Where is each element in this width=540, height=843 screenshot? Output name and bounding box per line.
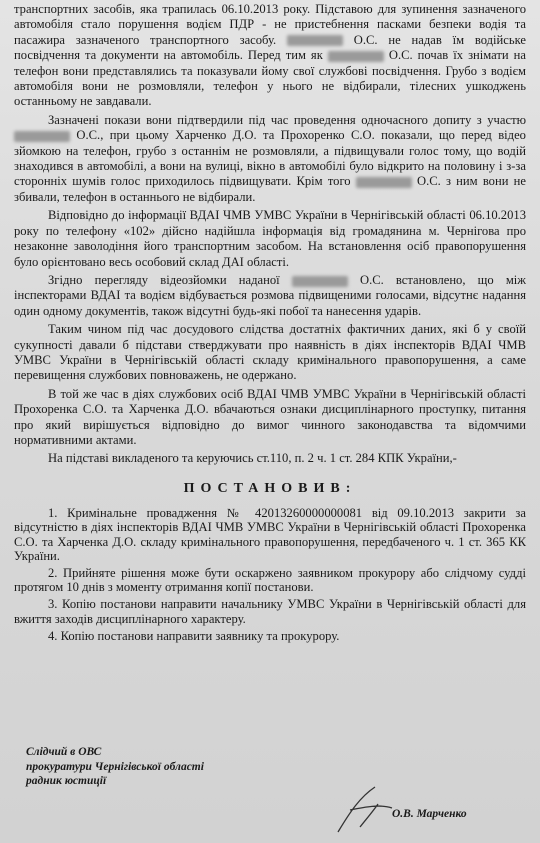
paragraph-text: О.С. почав їх знімати на телефон вони представлялись та показували йому свої службові посвідчення. Грубо з водієм автомобіля вони не розмовляли, телефон у нього не відбирали, тілесних ушкоджень останньому не завдавали. bbox=[14, 48, 527, 109]
paragraph: В той же час в діях службових осіб ВДАІ ЧМВ УМВС України в Чернігівській області Прохоренка С.О. та Харченка Д.О. вбачаються ознаки дисциплінарного проступку, питання про який вирішується відповідно до вимог чинного законодавства та відомчими нормативними актами. bbox=[14, 386, 526, 447]
paragraph: На підставі викладеного та керуючись ст.110, п. 2 ч. 1 ст. 284 КПК України,- bbox=[48, 451, 457, 466]
paragraph: Таким чином під час досудового слідства достатніх фактичних даних, які б у своїй сукупності давали б підстави стверджувати про наявність в діях інспекторів ВДАІ ЧМВ УМВС України в Чернігівській області складу кримінального правопорушення, а саме перевищення службових повноважень, не одержано. bbox=[14, 322, 526, 383]
signatory-position: Слідчий в ОВС bbox=[26, 746, 102, 758]
paragraph-text: О.С. не надав їм водійське посвідчення та документи на автомобіль. Перед тим як bbox=[14, 32, 527, 63]
decision-heading: ПОСТАНОВИВ: bbox=[183, 480, 357, 496]
signatory-title bbox=[26, 745, 204, 789]
paragraph-text: О.С. встановлено, що між інспекторами ВДАІ та водієм відбувається розмова підвищеними голосами, відсутнє надання один одному документів, також відсутні будь-які побої та нанесення ударів. bbox=[14, 272, 526, 318]
redacted-name bbox=[328, 51, 384, 62]
handwritten-signature bbox=[330, 782, 400, 842]
signatory-rank: радник юстиції bbox=[26, 775, 107, 787]
paragraph-text: Згідно перегляду відеозйомки наданої bbox=[48, 272, 280, 287]
paragraph bbox=[14, 273, 526, 319]
document-body bbox=[14, 2, 526, 646]
paragraph bbox=[14, 2, 526, 110]
redacted-name bbox=[292, 276, 348, 287]
decision-list bbox=[14, 506, 526, 643]
decision-item: 4. Копію постанови направити заявнику та прокурору. bbox=[48, 628, 340, 643]
paragraph-text: Зазначені покази вони підтвердили під час проведення одночасного допиту з участю bbox=[48, 112, 526, 127]
paragraph-text: транспортних засобів, яка трапилась 06.10.2013 року. Підставою для зупинення зазначеного автомобіля стало порушення водієм ПДР - не пристебнення пасками безпеки водія та пасажира зазначеного транспортного засобу. bbox=[14, 2, 526, 47]
redacted-name bbox=[356, 177, 412, 188]
redacted-name bbox=[287, 35, 343, 46]
paragraph-text: О.С. з ним вони не збивали, телефон в останнього не відбирали. bbox=[14, 174, 526, 204]
paragraph bbox=[14, 113, 526, 205]
decision-item: 2. Прийняте рішення може бути оскаржено заявником прокурору або слідчому судді протягом 10 днів з моменту отримання копії постанови. bbox=[14, 566, 526, 595]
paragraph-text: О.С., при цьому Харченко Д.О. та Прохоренко С.О. показали, що перед відео зйомкою на телефон, грубо з останнім не розмовляли, а підвищували голос тому, що водій знаходився в автомобілі, а вони на вулиці, вікно в автомобілі було відкрито на половину і з-за сторонніх шумів голос приходилось підвищувати. Крім того bbox=[14, 128, 526, 189]
signatory-organization: прокуратури Чернігівської області bbox=[26, 760, 204, 773]
paragraph: Відповідно до інформації ВДАІ ЧМВ УМВС України в Чернігівській області 06.10.2013 року по телефону «102» дійсно надійшла інформація від громадянина м. Чернігова про незаконне заволодіння його транспортним засобом. На встановлення осіб правопорушення було орієнтовано весь особовий склад ДАІ області. bbox=[14, 208, 526, 269]
decision-item: 1. Кримінальне провадження № 42013260000000081 від 09.10.2013 закрити за відсутністю в діях інспекторів ВДАІ ЧМВ УМВС України в Чернігівській області Прохоренка С.О. та Харченка Д.О. складу кримінального правопорушення, передбаченого ч. 1 ст. 365 КК України. bbox=[14, 506, 526, 563]
signatory-name: О.В. Марченко bbox=[392, 808, 467, 820]
redacted-name bbox=[14, 131, 70, 142]
decision-item: 3. Копію постанови направити начальнику УМВС України в Чернігівській області для вжиття заходів дисциплінарного характеру. bbox=[14, 597, 526, 626]
